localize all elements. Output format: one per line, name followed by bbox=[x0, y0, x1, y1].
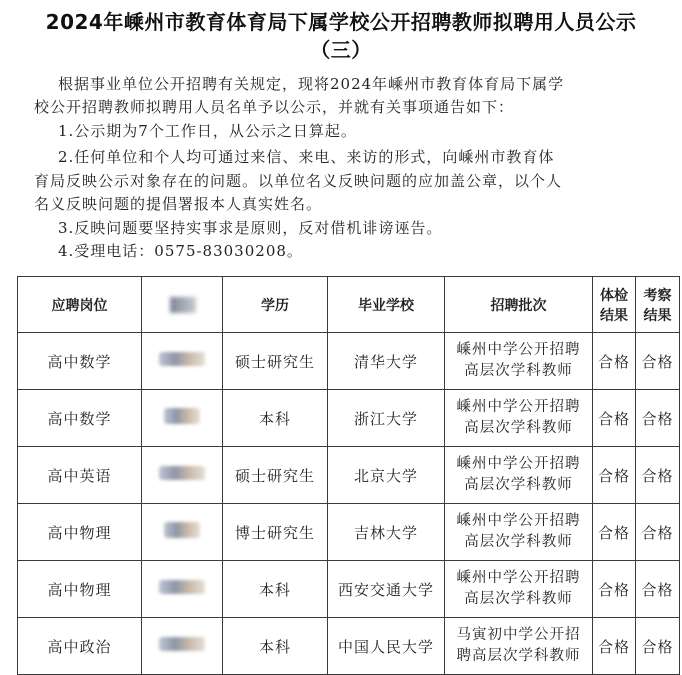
cell-school: 清华大学 bbox=[328, 333, 445, 390]
redaction-blur bbox=[159, 637, 205, 651]
cell-review: 合格 bbox=[636, 333, 680, 390]
cell-name-redacted bbox=[142, 390, 223, 447]
redaction-blur bbox=[164, 522, 200, 538]
header-batch: 招聘批次 bbox=[445, 277, 593, 333]
cell-education: 硕士研究生 bbox=[223, 447, 328, 504]
cell-physical: 合格 bbox=[593, 618, 636, 675]
notice-item-4: 4.受理电话：0575-83030208。 bbox=[58, 242, 303, 260]
cell-batch: 马寅初中学公开招 聘高层次学科教师 bbox=[445, 618, 593, 675]
cell-education: 博士研究生 bbox=[223, 504, 328, 561]
cell-batch: 嵊州中学公开招聘 高层次学科教师 bbox=[445, 390, 593, 447]
cell-position: 高中政治 bbox=[18, 618, 142, 675]
cell-review: 合格 bbox=[636, 390, 680, 447]
cell-physical: 合格 bbox=[593, 561, 636, 618]
cell-position: 高中数学 bbox=[18, 390, 142, 447]
cell-name-redacted bbox=[142, 504, 223, 561]
cell-position: 高中英语 bbox=[18, 447, 142, 504]
cell-batch: 嵊州中学公开招聘 高层次学科教师 bbox=[445, 447, 593, 504]
cell-review: 合格 bbox=[636, 504, 680, 561]
cell-school: 西安交通大学 bbox=[328, 561, 445, 618]
cell-education: 硕士研究生 bbox=[223, 333, 328, 390]
cell-education: 本科 bbox=[223, 561, 328, 618]
cell-name-redacted bbox=[142, 447, 223, 504]
cell-position: 高中数学 bbox=[18, 333, 142, 390]
cell-review: 合格 bbox=[636, 447, 680, 504]
notice-item-3: 3.反映问题要坚持实事求是原则，反对借机诽谤诬告。 bbox=[58, 219, 443, 237]
cell-school: 浙江大学 bbox=[328, 390, 445, 447]
redaction-blur bbox=[170, 297, 196, 313]
notice-item-2-line-1: 2.任何单位和个人均可通过来信、来电、来访的形式，向嵊州市教育体 bbox=[58, 148, 555, 166]
cell-review: 合格 bbox=[636, 561, 680, 618]
redaction-blur bbox=[164, 408, 200, 424]
notice-item-2-line-2: 育局反映公示对象存在的问题。以单位名义反映问题的应加盖公章，以个人 bbox=[34, 172, 563, 190]
cell-position: 高中物理 bbox=[18, 504, 142, 561]
cell-school: 吉林大学 bbox=[328, 504, 445, 561]
cell-education: 本科 bbox=[223, 618, 328, 675]
table-header-row bbox=[18, 277, 680, 333]
notice-subtitle: （三） bbox=[310, 38, 372, 62]
cell-review: 合格 bbox=[636, 618, 680, 675]
redaction-blur bbox=[159, 466, 205, 480]
cell-school: 中国人民大学 bbox=[328, 618, 445, 675]
cell-batch: 嵊州中学公开招聘 高层次学科教师 bbox=[445, 504, 593, 561]
notice-title: 2024年嵊州市教育体育局下属学校公开招聘教师拟聘用人员公示 bbox=[45, 10, 637, 34]
cell-position: 高中物理 bbox=[18, 561, 142, 618]
header-name bbox=[142, 277, 223, 333]
cell-physical: 合格 bbox=[593, 447, 636, 504]
table-row bbox=[18, 333, 680, 390]
table-row bbox=[18, 504, 680, 561]
redaction-blur bbox=[159, 352, 205, 366]
hire-list-table bbox=[17, 276, 680, 675]
notice-item-2-line-3: 名义反映问题的提倡署报本人真实姓名。 bbox=[34, 195, 323, 213]
header-school: 毕业学校 bbox=[328, 277, 445, 333]
cell-physical: 合格 bbox=[593, 333, 636, 390]
header-education: 学历 bbox=[223, 277, 328, 333]
table-row bbox=[18, 447, 680, 504]
table-row bbox=[18, 390, 680, 447]
header-physical-exam: 体检 结果 bbox=[593, 277, 636, 333]
notice-item-1: 1.公示期为7个工作日，从公示之日算起。 bbox=[58, 122, 357, 140]
header-position: 应聘岗位 bbox=[18, 277, 142, 333]
intro-line-2: 校公开招聘教师拟聘用人员名单予以公示，并就有关事项通告如下： bbox=[34, 98, 515, 116]
redaction-blur bbox=[159, 580, 205, 594]
cell-school: 北京大学 bbox=[328, 447, 445, 504]
table-row bbox=[18, 561, 680, 618]
table-row bbox=[18, 618, 680, 675]
cell-physical: 合格 bbox=[593, 504, 636, 561]
cell-batch: 嵊州中学公开招聘 高层次学科教师 bbox=[445, 561, 593, 618]
cell-name-redacted bbox=[142, 333, 223, 390]
cell-name-redacted bbox=[142, 618, 223, 675]
header-review: 考察 结果 bbox=[636, 277, 680, 333]
cell-education: 本科 bbox=[223, 390, 328, 447]
intro-line-1: 根据事业单位公开招聘有关规定，现将2024年嵊州市教育体育局下属学 bbox=[58, 75, 565, 93]
cell-name-redacted bbox=[142, 561, 223, 618]
cell-batch: 嵊州中学公开招聘 高层次学科教师 bbox=[445, 333, 593, 390]
cell-physical: 合格 bbox=[593, 390, 636, 447]
